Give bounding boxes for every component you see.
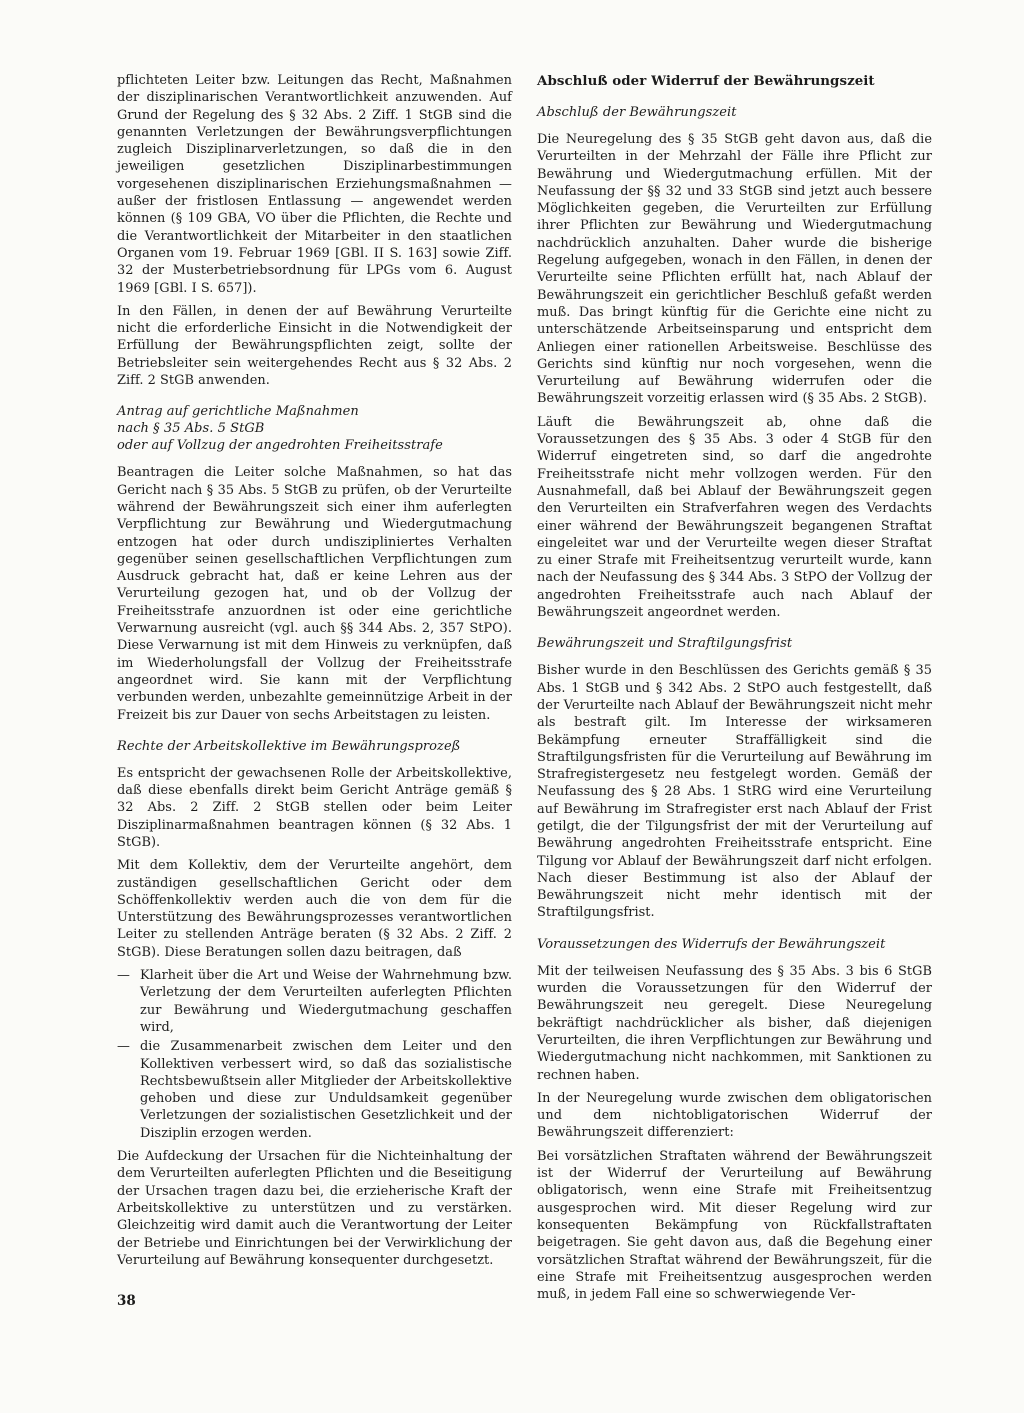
subheading-line: oder auf Vollzug der angedrohten Freiheitsstrafe xyxy=(117,438,443,454)
section-title: Abschluß oder Widerruf der Bewährungszeit xyxy=(537,73,875,89)
paragraph: In der Neuregelung wurde zwischen dem obligatorischen und dem nichtobligatorischen Widerruf der Bewährungszeit differenziert: xyxy=(537,1090,932,1141)
subheading-rechte: Rechte der Arbeitskollektive im Bewährungsprozeß xyxy=(117,738,461,754)
paragraph: Bei vorsätzlichen Straftaten während der Bewährungszeit ist der Widerruf der Verurteilung auf Bewährung obligatorisch, wenn eine Strafe mit Freiheitsentzug ausgesprochen wird. Mit dieser Regelung wird zur konsequenten Bekämpfung von Rückfallstraftaten beigetragen. Sie geht davon aus, daß die Begehung einer vorsätzlichen Straftat während der Bewährungszeit, für die eine Strafe mit Freiheitsentzug ausgesprochen werden muß, in jedem Fall eine so schwerwiegende Ver- xyxy=(537,1148,932,1303)
paragraph: Mit der teilweisen Neufassung des § 35 Abs. 3 bis 6 StGB wurden die Voraussetzungen für den Widerruf der Bewährungszeit neu geregelt. Diese Neuregelung bekräftigt nachdrücklicher als bisher, daß diejenigen Verurteilten, die ihren Verpflichtungen zur Bewährung und Wiedergutmachung nicht nachkommen, mit Sanktionen zu rechnen haben. xyxy=(537,963,932,1083)
dash-bullet: — xyxy=(117,1039,130,1055)
list-item xyxy=(117,1038,512,1142)
paragraph: Mit dem Kollektiv, dem der Verurteilte angehört, dem zuständigen gesellschaftlichen Gericht oder dem Schöffenkollektiv werden auch die von dem für die Unterstützung des Bewährungsprozesses verantwortlichen Leiter zu stellenden Anträge beraten (§ 32 Abs. 2 Ziff. 2 StGB). Diese Beratungen sollen dazu beitragen, daß xyxy=(117,858,512,960)
subheading-antrag xyxy=(117,403,512,454)
dash-bullet: — xyxy=(117,968,130,984)
paragraph: Läuft die Bewährungszeit ab, ohne daß die Voraussetzungen des § 35 Abs. 3 oder 4 StGB für den Widerruf eingetreten sind, so darf die angedrohte Freiheitsstrafe nicht mehr vollzogen werden. Für den Ausnahmefall, daß bei Ablauf der Bewährungszeit gegen den Verurteilten ein Strafverfahren wegen des Verdachts einer während der Bewährungszeit begangenen Straftat eingeleitet war und der Verurteilte wegen dieser Straftat zu einer Strafe mit Freiheitsentzug verurteilt wurde, kann nach der Neufassung des § 344 Abs. 3 StPO der Vollzug der angedrohten Freiheitsstrafe auch nach Ablauf der Bewährungszeit angeordnet werden. xyxy=(537,414,932,621)
list-item-text: die Zusammenarbeit zwischen dem Leiter und den Kollektiven verbessert wird, so daß das sozialistische Rechtsbewußtsein aller Mitglieder der Arbeitskollektive gehoben und diese zur Unduldsamkeit gegenüber Verletzungen der sozialistischen Gesetzlichkeit und der Disziplin erzogen werden. xyxy=(140,1039,512,1141)
paragraph: Beantragen die Leiter solche Maßnahmen, so hat das Gericht nach § 35 Abs. 5 StGB zu prüfen, ob der Verurteilte während der Bewährungszeit sich einer ihm auferlegten Verpflichtung zur Bewährung und Wiedergutmachung entzogen hat oder durch undiszipliniertes Verhalten gegenüber seinen gesellschaftlichen Verpflichtungen zum Ausdruck gebracht hat, daß er keine Lehren aus der Verurteilung gezogen hat, und ob der Vollzug der Freiheitsstrafe anzuordnen ist oder eine gerichtliche Verwarnung ausreicht (vgl. auch §§ 344 Abs. 2, 357 StPO). Diese Verwarnung ist mit dem Hinweis zu verknüpfen, daß im Wiederholungsfall der Vollzug der Freiheitsstrafe angeordnet wird. Sie kann mit der Verpflichtung verbunden werden, unbezahlte gemeinnützige Arbeit in der Freizeit bis zur Dauer von sechs Arbeitstagen zu leisten. xyxy=(117,465,512,723)
paragraph: Die Aufdeckung der Ursachen für die Nichteinhaltung der dem Verurteilten auferlegten Pflichten und die Beseitigung der Ursachen tragen dazu bei, die erzieherische Kraft der Arbeitskollektive zu unterstützen und zu verstärken. Gleichzeitig wird damit auch die Verantwortung der Leiter der Betriebe und Einrichtungen bei der Verwirklichung der Verurteilung auf Bewährung konsequenter durchgesetzt. xyxy=(117,1149,512,1268)
list-item-text: Klarheit über die Art und Weise der Wahrnehmung bzw. Verletzung der dem Verurteilten auferlegten Pflichten zur Bewährung und Wiedergutmachung geschaffen wird, xyxy=(140,968,512,1035)
paragraph: pflichteten Leiter bzw. Leitungen das Recht, Maßnahmen der disziplinarischen Verantwortlichkeit anzuwenden. Auf Grund der Regelung des § 32 Abs. 2 Ziff. 1 StGB sind die genannten Verletzungen der Bewährungsverpflichtungen zugleich Disziplinarverletzungen, so daß die in den jeweiligen gesetzlichen Disziplinarbestimmungen vorgesehenen disziplinarischen Erziehungsmaßnahmen — außer der fristlosen Entlassung — angewendet werden können (§ 109 GBA, VO über die Pflichten, die Rechte und die Verantwortlichkeit der Mitarbeiter in den staatlichen Organen vom 19. Februar 1969 [GBl. II S. 163] sowie Ziff. 32 der Musterbetriebsordnung für LPGs vom 6. August 1969 [GBl. I S. 657]). xyxy=(117,73,512,296)
subheading-line: Antrag auf gerichtliche Maßnahmen xyxy=(117,404,359,420)
subheading-abschluss: Abschluß der Bewährungszeit xyxy=(537,105,737,120)
subheading-line: nach § 35 Abs. 5 StGB xyxy=(117,421,265,437)
paragraph: In den Fällen, in denen der auf Bewährung Verurteilte nicht die erforderliche Einsicht in die Notwendigkeit der Erfüllung der Bewährungspflichten zeigt, sollte der Betriebsleiter sein weitergehendes Recht aus § 32 Abs. 2 Ziff. 2 StGB anwenden. xyxy=(117,303,512,389)
subheading-widerruf: Voraussetzungen des Widerrufs der Bewährungszeit xyxy=(537,936,886,952)
paragraph: Bisher wurde in den Beschlüssen des Gerichts gemäß § 35 Abs. 1 StGB und § 342 Abs. 2 StPO auch festgestellt, daß der Verurteilte nach Ablauf der Bewährungszeit nicht mehr als bestraft gilt. Im Interesse der wirksameren Bekämpfung erneuter Straffälligkeit sind die Straftilgungsfristen für die Verurteilung auf Bewährung im Strafregistergesetz neu festgelegt worden. Gemäß der Neufassung des § 28 Abs. 1 StRG wird eine Verurteilung auf Bewährung im Strafregister erst nach Ablauf der Frist getilgt, die der Tilgungsfrist der mit der Verurteilung auf Bewährung angedrohten Freiheitsstrafe entspricht. Eine Tilgung vor Ablauf der Bewährungszeit darf nicht erfolgen. Nach dieser Bestimmung ist also der Ablauf der Bewährungszeit nicht mehr identisch mit der Straftilgungsfrist. xyxy=(537,663,932,921)
right-column xyxy=(537,72,932,1309)
subheading-tilgung: Bewährungszeit und Straftilgungsfrist xyxy=(537,636,793,652)
page-number: 38 xyxy=(117,1293,136,1309)
paragraph: Es entspricht der gewachsenen Rolle der Arbeitskollektive, daß diese ebenfalls direkt beim Gericht Anträge gemäß § 32 Abs. 2 Ziff. 2 StGB stellen oder beim Leiter Disziplinarmaßnahmen beantragen können (§ 32 Abs. 1 StGB). xyxy=(117,765,512,850)
list-item xyxy=(117,967,512,1036)
paragraph: Die Neuregelung des § 35 StGB geht davon aus, daß die Verurteilten in der Mehrzahl der Fälle ihre Pflicht zur Bewährung und Wiedergutmachung erfüllen. Mit der Neufassung der §§ 32 und 33 StGB sind jetzt auch bessere Möglichkeiten gegeben, die Verurteilten zur Erfüllung ihrer Pflichten zur Bewährung und Wiedergutmachung nachdrücklich anzuhalten. Daher wurde die bisherige Regelung aufgegeben, wonach in den Fällen, in denen der Verurteilte seine Pflichten erfüllt hat, nach Ablauf der Bewährungszeit ein gerichtlicher Beschluß gefaßt werden muß. Das bringt künftig für die Gerichte eine nicht zu unterschätzende Arbeitseinsparung und entspricht dem Anliegen einer rationellen Arbeitsweise. Beschlüsse des Gerichts sind künftig nur noch vorgesehen, wenn die Verurteilung auf Bewährung widerrufen oder die Bewährungszeit vorzeitig erlassen wird (§ 35 Abs. 2 StGB). xyxy=(537,132,932,407)
left-column xyxy=(117,72,512,1275)
dash-list xyxy=(117,967,512,1142)
